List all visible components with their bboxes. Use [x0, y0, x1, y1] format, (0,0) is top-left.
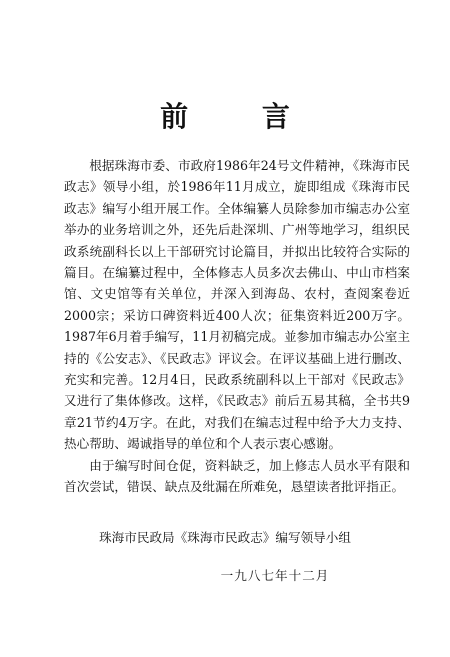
paragraph: 由于编写时间仓促，资料缺乏，加上修志人员水平有限和首次尝试，错误、缺点及纰漏在所难免，恳望读者批评指正。 — [64, 457, 410, 495]
signature: 珠海市民政局《珠海市民政志》编写领导小组 — [99, 530, 351, 545]
paragraph: 根据珠海市委、市政府1986年24号文件精神，《珠海市民政志》领导小组，於1986年11月成立，旋即组成《珠海市民政志》编写小组开展工作。全体编纂人员除参加市编志办公室举办的业务培训之外，还先后赴深圳、广州等地学习，组织民政系统副科长以上干部研究讨论篇目，并拟出比较符合实际的篇目。在编纂过程中，全体修志人员多次去佛山、中山市档案馆、文史馆等有关单位，并深入到海岛、农村，查阅案卷近2000宗；采访口碑资料近400人次；征集资料近200万字。1987年6月着手编写，11月初稿完成。並参加市编志办公室主持的《公安志》、《民政志》评议会。在评议基础上进行删改、充实和完善。12月4日，民政系统副科以上干部对《民政志》又进行了集体修改。这样，《民政志》前后五易其稿，全书共9章21节约4万字。在此，对我们在编志过程中给予大力支持、热心帮助、竭诚指导的单位和个人表示衷心感谢。 — [64, 158, 410, 452]
page-title: 前 言 — [160, 100, 322, 133]
preface-body — [64, 155, 410, 498]
date: 一九八七年十二月 — [220, 568, 330, 583]
